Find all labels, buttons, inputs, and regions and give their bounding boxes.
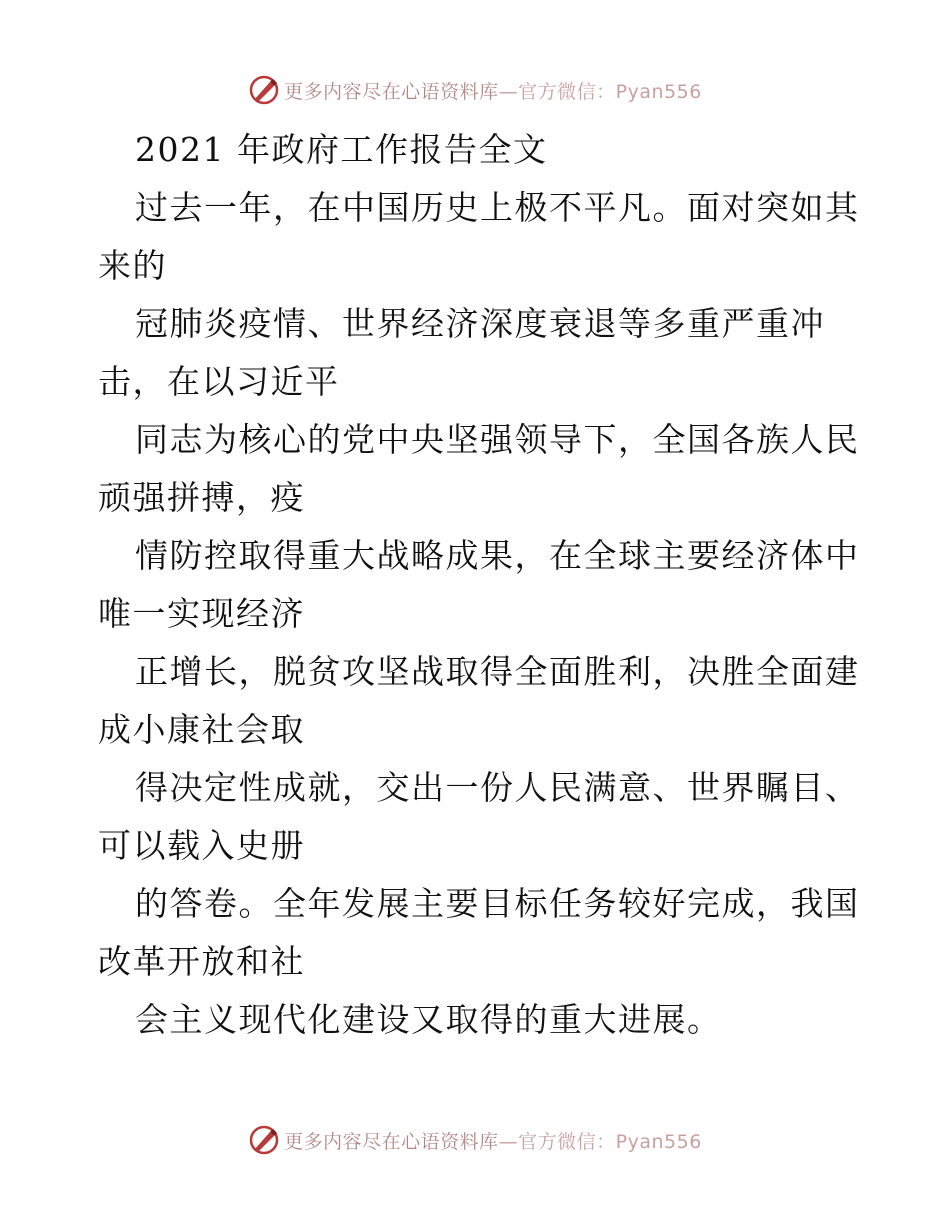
paragraph-line: 得决定性成就，交出一份人民满意、世界瞩目、 — [135, 768, 860, 807]
paragraph-line: 正增长，脱贫攻坚战取得全面胜利，决胜全面建 — [135, 652, 860, 691]
paragraph-line: 的答卷。全年发展主要目标任务较好完成，我国 — [135, 884, 860, 923]
paragraph-line: 唯一实现经济 — [98, 594, 305, 633]
header-watermark-contact: 官方微信：Pyan556 — [518, 80, 702, 103]
paragraph-line: 冠肺炎疫情、世界经济深度衰退等多重严重冲 — [135, 304, 825, 343]
paragraph-line: 情防控取得重大战略成果，在全球主要经济体中 — [135, 536, 860, 575]
document-title: 2021 年政府工作报告全文 — [135, 130, 548, 169]
footer-watermark — [0, 1118, 950, 1162]
pen-logo-icon — [248, 1124, 280, 1156]
header-watermark-separator: — — [498, 80, 519, 103]
paragraph-line: 顽强拼搏，疫 — [98, 478, 305, 517]
header-watermark-main: 更多内容尽在心语资料库 — [284, 80, 499, 103]
paragraph-line: 同志为核心的党中央坚强领导下，全国各族人民 — [135, 420, 860, 459]
paragraph-line: 改革开放和社 — [98, 942, 305, 981]
footer-watermark-separator: — — [498, 1130, 519, 1153]
paragraph-line: 击，在以习近平 — [98, 362, 340, 401]
footer-watermark-contact: 官方微信：Pyan556 — [518, 1130, 702, 1153]
paragraph-line: 成小康社会取 — [98, 710, 305, 749]
header-watermark — [0, 68, 950, 112]
footer-watermark-main: 更多内容尽在心语资料库 — [284, 1130, 499, 1153]
paragraph-line: 可以载入史册 — [98, 826, 305, 865]
footer-watermark-text — [284, 1127, 702, 1154]
paragraph-line: 会主义现代化建设又取得的重大进展。 — [135, 1000, 722, 1039]
pen-logo-icon — [248, 74, 280, 106]
paragraph-line: 来的 — [98, 246, 167, 285]
paragraph-line: 过去一年，在中国历史上极不平凡。面对突如其 — [135, 188, 860, 227]
header-watermark-text — [284, 77, 702, 104]
